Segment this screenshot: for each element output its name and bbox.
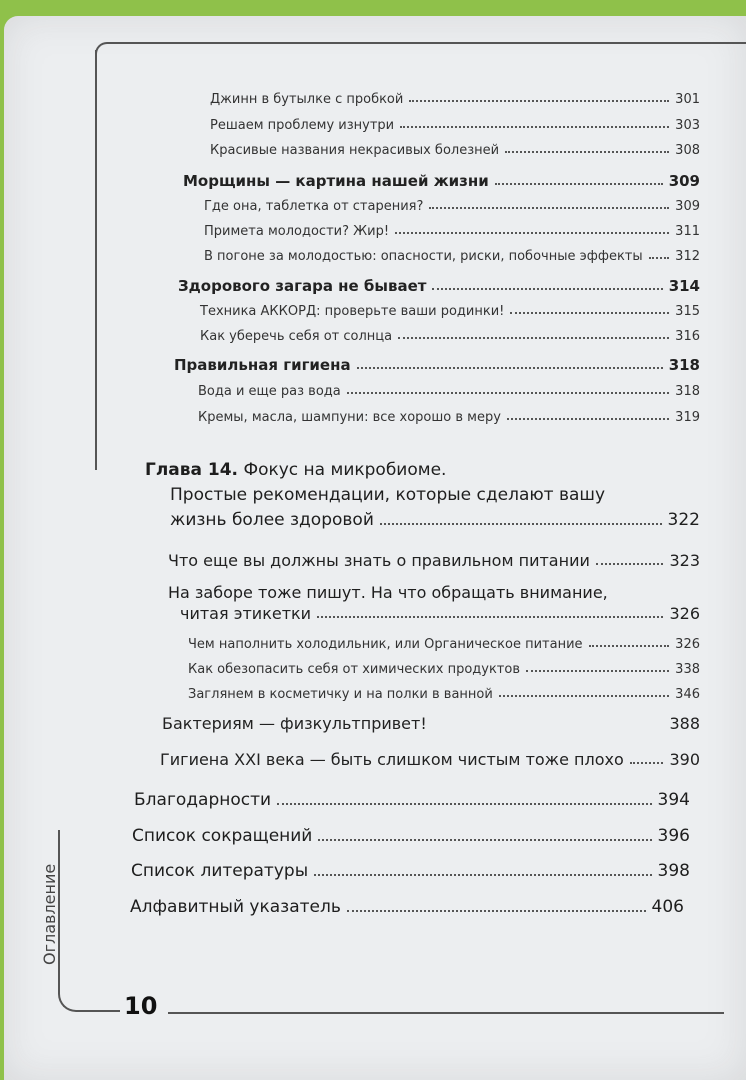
toc-leader — [347, 910, 646, 912]
toc-entry[interactable] — [204, 249, 700, 264]
toc-entry-title: Список литературы — [131, 861, 309, 881]
toc-entry[interactable] — [188, 687, 700, 702]
chapter-title-line2: Простые рекомендации, которые сделают вашу — [170, 485, 606, 505]
toc-leader — [357, 367, 663, 369]
toc-entry-title: Красивые названия некрасивых болезней — [210, 143, 500, 158]
toc-leader — [649, 257, 670, 259]
toc-entry-page: 309 — [675, 199, 700, 214]
toc-entry[interactable] — [168, 551, 700, 570]
toc-leader — [380, 523, 662, 525]
toc-entry[interactable] — [188, 662, 700, 677]
toc-entry-title: Здорового загара не бывает — [178, 277, 427, 295]
toc-entry-page: 326 — [669, 604, 700, 623]
toc-entry[interactable] — [200, 329, 700, 344]
toc-entry[interactable] — [210, 143, 700, 158]
toc-entry-title: Морщины — картина нашей жизни — [183, 172, 489, 190]
toc-entry-title: Джинн в бутылке с пробкой — [210, 92, 404, 107]
toc-entry[interactable] — [204, 199, 700, 214]
toc-entry-page: 346 — [675, 687, 700, 702]
toc-entry-title: Гигиена XXI века — быть слишком чистым тоже плохо — [160, 750, 624, 769]
toc-entry-page: 309 — [668, 172, 700, 190]
section-side-label: Оглавление — [40, 863, 59, 965]
chapter-title-line3[interactable] — [170, 510, 700, 530]
toc-entry[interactable] — [198, 384, 700, 399]
toc-leader — [318, 839, 651, 841]
toc-entry[interactable] — [134, 790, 690, 810]
toc-leader — [395, 232, 669, 234]
toc-entry-page: 326 — [675, 637, 700, 652]
toc-leader — [277, 803, 651, 805]
toc-entry-page: 394 — [657, 790, 690, 810]
toc-entry-title: Вода и еще раз вода — [198, 384, 341, 399]
toc-entry[interactable] — [183, 172, 700, 190]
toc-entry-title: Бактериям — физкультпривет! — [162, 714, 427, 733]
toc-entry[interactable] — [180, 604, 700, 623]
toc-leader — [317, 616, 663, 618]
toc-entry-title: Благодарности — [134, 790, 272, 810]
chapter-title-line1: Фокус на микробиоме. — [243, 460, 447, 480]
section-frame-top — [95, 42, 746, 54]
toc-entry-page: 406 — [651, 897, 684, 917]
toc-entry[interactable] — [204, 224, 700, 239]
toc-entry-page: 318 — [675, 384, 700, 399]
toc-leader — [505, 151, 669, 153]
toc-entry-page: 311 — [675, 224, 700, 239]
toc-entry-title: читая этикетки — [180, 604, 312, 623]
toc-entry[interactable] — [210, 118, 700, 133]
chapter-heading[interactable] — [145, 460, 446, 480]
toc-entry-title: Как обезопасить себя от химических продуктов — [188, 662, 520, 677]
toc-entry[interactable] — [200, 304, 700, 319]
toc-entry-title: Как уберечь себя от солнца — [200, 329, 393, 344]
toc-entry[interactable] — [188, 637, 700, 652]
toc-entry-page: 396 — [657, 826, 690, 846]
toc-entry-title: Алфавитный указатель — [130, 897, 341, 917]
toc-entry-page: 319 — [675, 410, 700, 425]
toc-leader — [507, 418, 669, 420]
toc-entry-page: 303 — [675, 118, 700, 133]
toc-entry-page: 308 — [675, 143, 700, 158]
toc-entry-title: Решаем проблему изнутри — [210, 118, 395, 133]
toc-entry[interactable] — [160, 750, 700, 769]
toc-entry-page: 398 — [657, 861, 690, 881]
section-frame-left — [95, 50, 97, 470]
toc-leader — [314, 874, 651, 876]
toc-entry-page: 314 — [668, 277, 700, 295]
toc-entry-page: 312 — [675, 249, 700, 264]
toc-leader — [589, 645, 670, 647]
toc-leader — [499, 695, 669, 697]
footer-rule — [168, 1012, 724, 1014]
toc-leader — [347, 392, 669, 394]
toc-entry-page: 318 — [668, 356, 700, 374]
toc-entry[interactable] — [178, 277, 700, 295]
toc-entry-page: 322 — [667, 510, 700, 530]
toc-entry-page: 388 — [669, 714, 700, 733]
toc-entry[interactable] — [131, 861, 690, 881]
toc-leader — [432, 288, 662, 290]
toc-entry-title: Заглянем в косметичку и на полки в ванной — [188, 687, 493, 702]
toc-leader — [495, 183, 663, 185]
toc-entry-title: Примета молодости? Жир! — [204, 224, 390, 239]
toc-entry-page: 316 — [675, 329, 700, 344]
toc-leader — [630, 762, 664, 764]
toc-entry-title-line1: На заборе тоже пишут. На что обращать внимание, — [168, 583, 608, 602]
toc-entry-page: 315 — [675, 304, 700, 319]
toc-entry-title: В погоне за молодостью: опасности, риски, побочные эффекты — [204, 249, 643, 264]
toc-leader — [409, 100, 669, 102]
toc-leader — [429, 207, 669, 209]
page-number: 10 — [124, 992, 158, 1020]
toc-entry-title: Кремы, масла, шампуни: все хорошо в меру — [198, 410, 501, 425]
toc-entry-page: 390 — [669, 750, 700, 769]
toc-leader — [398, 337, 669, 339]
toc-leader — [596, 563, 664, 565]
toc-entry-title: Техника АККОРД: проверьте ваши родинки! — [200, 304, 505, 319]
toc-entry-title: Правильная гигиена — [174, 356, 351, 374]
toc-entry-title: жизнь более здоровой — [170, 510, 374, 530]
toc-entry-page: 323 — [669, 551, 700, 570]
toc-entry[interactable] — [130, 897, 684, 917]
toc-entry-title: Список сокращений — [132, 826, 313, 846]
toc-leader — [510, 312, 669, 314]
toc-entry-title: Что еще вы должны знать о правильном питании — [168, 551, 590, 570]
toc-entry[interactable] — [210, 92, 700, 107]
side-rule-curve — [58, 970, 120, 1012]
toc-leader — [400, 126, 669, 128]
chapter-label: Глава 14. — [145, 460, 239, 480]
toc-entry-title: Где она, таблетка от старения? — [204, 199, 424, 214]
toc-entry-page: 301 — [675, 92, 700, 107]
toc-entry[interactable] — [132, 826, 690, 846]
toc-entry[interactable] — [162, 714, 700, 733]
toc-entry-title: Чем наполнить холодильник, или Органическое питание — [188, 637, 583, 652]
toc-entry[interactable] — [198, 410, 700, 425]
toc-leader — [526, 670, 669, 672]
toc-entry[interactable] — [174, 356, 700, 374]
toc-entry-page: 338 — [675, 662, 700, 677]
